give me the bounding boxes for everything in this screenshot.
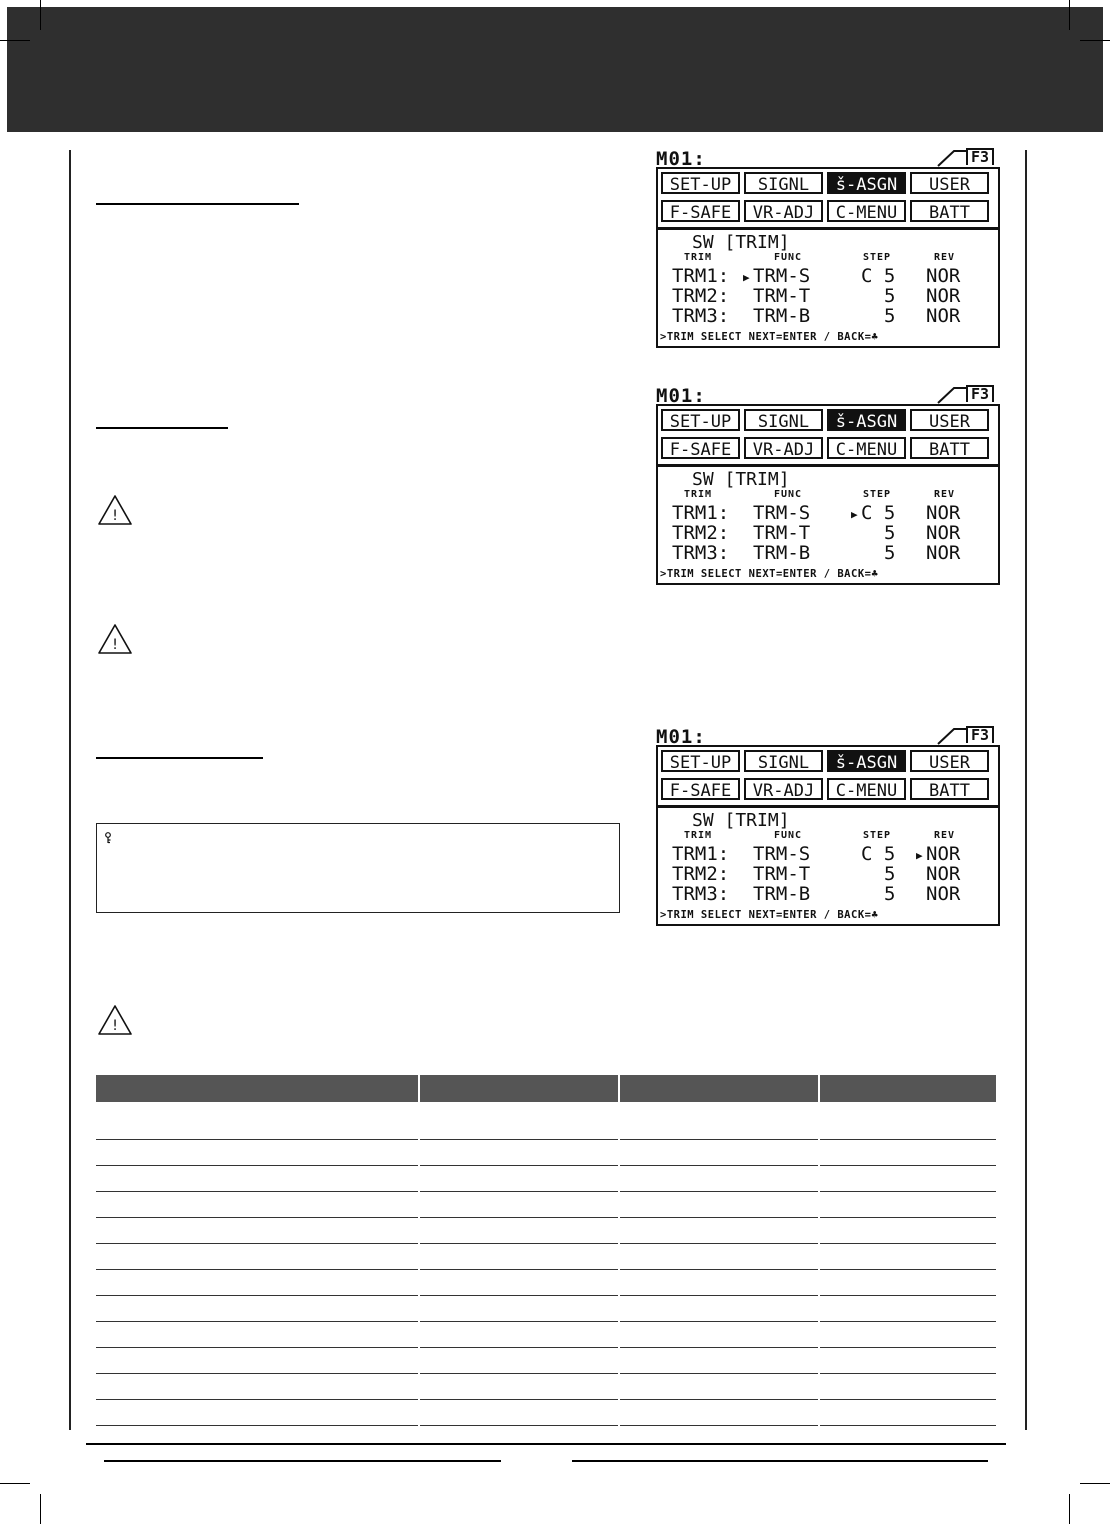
- trim-step-value[interactable]: 5: [884, 305, 896, 327]
- trim-reverse-value[interactable]: NOR: [926, 883, 961, 905]
- menu-custom-menu[interactable]: C-MENU: [827, 778, 906, 800]
- table-row: [96, 1244, 996, 1270]
- crop-mark: [1069, 1494, 1070, 1524]
- trim-reverse-value[interactable]: NOR: [926, 502, 961, 524]
- status-line: >TRIM SELECT NEXT=ENTER / BACK=♣: [660, 909, 879, 921]
- column-header-rev: REV: [934, 252, 956, 263]
- footer-rule: [104, 1460, 501, 1462]
- trim-settings-screen: [656, 806, 1000, 926]
- page-header-band: [7, 7, 1103, 132]
- trim-row-label: TRM1:: [672, 265, 730, 287]
- crop-mark: [40, 1494, 41, 1524]
- page-indicator: F3: [966, 385, 994, 402]
- table-row: [96, 1140, 996, 1166]
- crop-mark: [0, 1483, 30, 1484]
- table-row: [96, 1322, 996, 1348]
- trim-settings-screen: [656, 465, 1000, 585]
- menu-switch-assign[interactable]: š-ASGN: [827, 750, 906, 772]
- menu-user[interactable]: USER: [910, 750, 989, 772]
- menu-setup[interactable]: SET-UP: [661, 750, 740, 772]
- table-row: [96, 1166, 996, 1192]
- menu-user[interactable]: USER: [910, 409, 989, 431]
- column-header-func: FUNC: [774, 830, 803, 841]
- trim-function-value[interactable]: TRM-T: [753, 522, 811, 544]
- trim-step-value[interactable]: C 5: [861, 843, 896, 865]
- right-margin-rule: [1025, 150, 1027, 1430]
- svg-text:!: !: [112, 637, 118, 653]
- column-header-step: STEP: [863, 489, 892, 500]
- column-header-step: STEP: [863, 252, 892, 263]
- status-line: >TRIM SELECT NEXT=ENTER / BACK=♣: [660, 331, 879, 343]
- table-row: [96, 1296, 996, 1322]
- note-box: [96, 823, 620, 913]
- menu-battery[interactable]: BATT: [910, 778, 989, 800]
- model-label: M01:: [656, 726, 706, 748]
- trim-row-label: TRM3:: [672, 305, 730, 327]
- warning-icon: [97, 494, 133, 526]
- section-heading-underline: [96, 427, 228, 429]
- menu-failsafe[interactable]: F-SAFE: [661, 437, 740, 459]
- menu-failsafe[interactable]: F-SAFE: [661, 778, 740, 800]
- menu-custom-menu[interactable]: C-MENU: [827, 200, 906, 222]
- table-header-cell: [619, 1075, 819, 1102]
- warning-icon: [97, 1004, 133, 1036]
- menu-grid: [656, 404, 1000, 466]
- trim-reverse-value[interactable]: NOR: [926, 522, 961, 544]
- trim-reverse-value[interactable]: NOR: [926, 285, 961, 307]
- model-label: M01:: [656, 385, 706, 407]
- trim-row-label: TRM2:: [672, 863, 730, 885]
- menu-switch-assign[interactable]: š-ASGN: [827, 409, 906, 431]
- note-key-icon: [104, 832, 112, 844]
- trim-row-label: TRM2:: [672, 285, 730, 307]
- menu-grid: [656, 745, 1000, 807]
- trim-function-value[interactable]: TRM-S: [753, 265, 811, 287]
- table-header-cell: [819, 1075, 996, 1102]
- table-header-cell: [419, 1075, 619, 1102]
- table-row: [96, 1348, 996, 1374]
- column-header-step: STEP: [863, 830, 892, 841]
- footer-rule: [572, 1460, 988, 1462]
- page-indicator: F3: [966, 148, 994, 165]
- screen-title: SW [TRIM]: [692, 232, 790, 253]
- trim-row-label: TRM1:: [672, 843, 730, 865]
- table-header-row: [96, 1075, 996, 1102]
- model-label: M01:: [656, 148, 706, 170]
- menu-failsafe[interactable]: F-SAFE: [661, 200, 740, 222]
- column-header-trim: TRIM: [684, 489, 713, 500]
- trim-function-value[interactable]: TRM-S: [753, 502, 811, 524]
- lcd-screen-1: [656, 148, 1000, 356]
- trim-function-value[interactable]: TRM-T: [753, 863, 811, 885]
- trim-function-value[interactable]: TRM-T: [753, 285, 811, 307]
- crop-mark: [1080, 1483, 1110, 1484]
- status-line: >TRIM SELECT NEXT=ENTER / BACK=♣: [660, 568, 879, 580]
- page-indicator: F3: [966, 726, 994, 743]
- screen-title: SW [TRIM]: [692, 469, 790, 490]
- cursor-arrow-icon: ▶: [916, 849, 923, 862]
- lcd-screen-2: [656, 385, 1000, 593]
- trim-reverse-value[interactable]: NOR: [926, 542, 961, 564]
- menu-battery[interactable]: BATT: [910, 437, 989, 459]
- column-header-rev: REV: [934, 489, 956, 500]
- trim-function-value[interactable]: TRM-B: [753, 883, 811, 905]
- warning-icon: [97, 623, 133, 655]
- trim-function-value[interactable]: TRM-B: [753, 305, 811, 327]
- menu-signal[interactable]: SIGNL: [744, 409, 823, 431]
- trim-step-value[interactable]: 5: [884, 883, 896, 905]
- column-header-rev: REV: [934, 830, 956, 841]
- section-heading-underline: [96, 757, 263, 759]
- lcd-screen-3: [656, 726, 1000, 934]
- menu-grid: [656, 167, 1000, 229]
- trim-step-value[interactable]: 5: [884, 285, 896, 307]
- trim-settings-screen: [656, 228, 1000, 348]
- column-header-func: FUNC: [774, 252, 803, 263]
- trim-row-label: TRM1:: [672, 502, 730, 524]
- cursor-arrow-icon: ▶: [743, 271, 750, 284]
- column-header-trim: TRIM: [684, 830, 713, 841]
- crop-mark: [1069, 0, 1070, 30]
- table-row: [96, 1218, 996, 1244]
- menu-custom-menu[interactable]: C-MENU: [827, 437, 906, 459]
- menu-setup[interactable]: SET-UP: [661, 172, 740, 194]
- table-row: [96, 1102, 996, 1140]
- svg-text:!: !: [112, 508, 118, 524]
- svg-text:!: !: [112, 1018, 118, 1034]
- footer-rule: [86, 1443, 1006, 1445]
- trim-reverse-value[interactable]: NOR: [926, 843, 961, 865]
- trim-reverse-value[interactable]: NOR: [926, 305, 961, 327]
- table-row: [96, 1400, 996, 1426]
- table-row: [96, 1374, 996, 1400]
- crop-mark: [0, 40, 30, 41]
- menu-vr-adjust[interactable]: VR-ADJ: [744, 200, 823, 222]
- trim-reverse-value[interactable]: NOR: [926, 863, 961, 885]
- menu-signal[interactable]: SIGNL: [744, 750, 823, 772]
- left-margin-rule: [69, 150, 71, 1430]
- column-header-func: FUNC: [774, 489, 803, 500]
- trim-reverse-value[interactable]: NOR: [926, 265, 961, 287]
- menu-user[interactable]: USER: [910, 172, 989, 194]
- section-heading-underline: [96, 203, 299, 205]
- crop-mark: [1080, 40, 1110, 41]
- menu-vr-adjust[interactable]: VR-ADJ: [744, 437, 823, 459]
- trim-row-label: TRM3:: [672, 883, 730, 905]
- column-header-trim: TRIM: [684, 252, 713, 263]
- screen-title: SW [TRIM]: [692, 810, 790, 831]
- crop-mark: [40, 0, 41, 30]
- table-header-cell: [96, 1075, 419, 1102]
- menu-vr-adjust[interactable]: VR-ADJ: [744, 778, 823, 800]
- table-row: [96, 1192, 996, 1218]
- trim-step-value[interactable]: C 5: [861, 265, 896, 287]
- trim-function-value[interactable]: TRM-S: [753, 843, 811, 865]
- trim-step-value[interactable]: 5: [884, 542, 896, 564]
- trim-function-value[interactable]: TRM-B: [753, 542, 811, 564]
- cursor-arrow-icon: ▶: [851, 508, 858, 521]
- trim-row-label: TRM3:: [672, 542, 730, 564]
- reference-table: [96, 1075, 996, 1426]
- trim-step-value[interactable]: 5: [884, 863, 896, 885]
- trim-row-label: TRM2:: [672, 522, 730, 544]
- menu-signal[interactable]: SIGNL: [744, 172, 823, 194]
- menu-setup[interactable]: SET-UP: [661, 409, 740, 431]
- menu-switch-assign[interactable]: š-ASGN: [827, 172, 906, 194]
- trim-step-value[interactable]: C 5: [861, 502, 896, 524]
- trim-step-value[interactable]: 5: [884, 522, 896, 544]
- table-row: [96, 1270, 996, 1296]
- menu-battery[interactable]: BATT: [910, 200, 989, 222]
